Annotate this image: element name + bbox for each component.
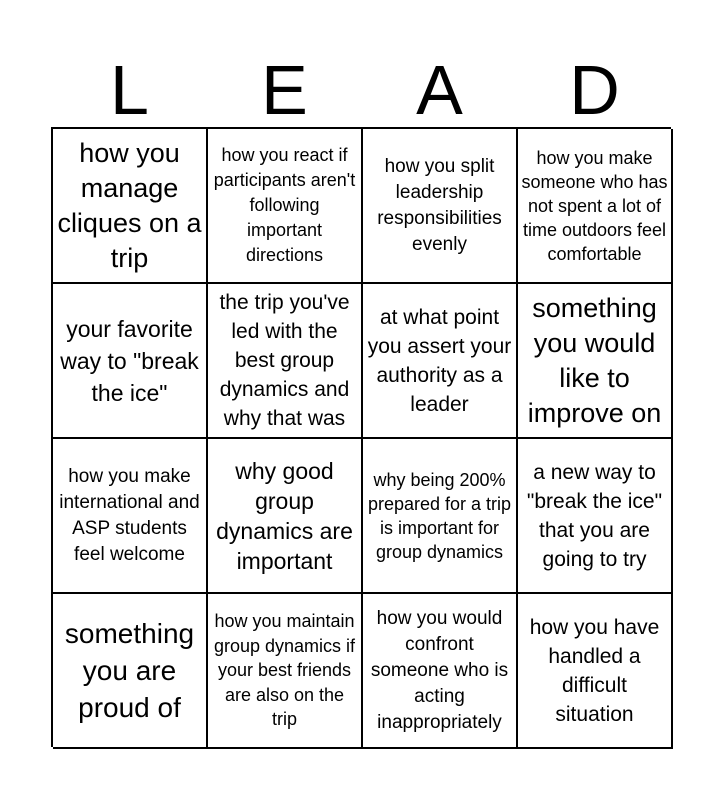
cell-text: your favorite way to "break the ice" — [60, 315, 199, 406]
bingo-cell-r3c2[interactable] — [208, 439, 363, 594]
cell-text: why being 200% prepared for a trip is important for group dynamics — [367, 469, 512, 562]
header-letter-d: D — [569, 51, 620, 129]
bingo-cell-r3c3[interactable] — [363, 439, 518, 594]
bingo-cell-r4c4[interactable] — [518, 594, 673, 749]
cell-text: something you would like to improve on — [527, 292, 662, 428]
cell-text: how you make someone who has not spent a lot of time outdoors feel comfortable — [521, 147, 668, 264]
bingo-cell-r4c2[interactable] — [208, 594, 363, 749]
cell-text: how you maintain group dynamics if your best friends are also on the trip — [213, 611, 356, 730]
bingo-header — [52, 52, 672, 128]
bingo-cell-r2c1[interactable] — [53, 284, 208, 439]
cell-text: how you would confront someone who is acting inappropriately — [370, 607, 509, 733]
header-letter-a: A — [416, 51, 463, 129]
cell-text: how you have handled a difficult situation — [529, 615, 660, 726]
cell-text: why good group dynamics are important — [216, 457, 353, 574]
bingo-cell-r2c4[interactable] — [518, 284, 673, 439]
cell-text: how you react if participants aren't following important directions — [213, 145, 356, 265]
cell-text: a new way to "break the ice" that you are going to try — [526, 460, 663, 571]
cell-text: something you are proud of — [64, 618, 195, 723]
bingo-cell-r2c2[interactable] — [208, 284, 363, 439]
bingo-cell-r3c4[interactable] — [518, 439, 673, 594]
header-letter-l: L — [110, 51, 149, 129]
bingo-grid — [51, 127, 671, 747]
bingo-cell-r1c2[interactable] — [208, 129, 363, 284]
cell-text: how you make international and ASP students feel welcome — [59, 465, 200, 565]
bingo-cell-r1c1[interactable] — [53, 129, 208, 284]
bingo-cell-r2c3[interactable] — [363, 284, 518, 439]
header-letter-e: E — [261, 51, 308, 129]
bingo-cell-r1c4[interactable] — [518, 129, 673, 284]
cell-text: how you split leadership responsibilities evenly — [377, 155, 502, 255]
bingo-cell-r1c3[interactable] — [363, 129, 518, 284]
bingo-cell-r4c3[interactable] — [363, 594, 518, 749]
bingo-cell-r4c1[interactable] — [53, 594, 208, 749]
cell-text: how you manage cliques on a trip — [57, 137, 202, 273]
cell-text: the trip you've led with the best group dynamics and why that was — [219, 291, 350, 430]
bingo-cell-r3c1[interactable] — [53, 439, 208, 594]
cell-text: at what point you assert your authority as a leader — [367, 305, 512, 416]
